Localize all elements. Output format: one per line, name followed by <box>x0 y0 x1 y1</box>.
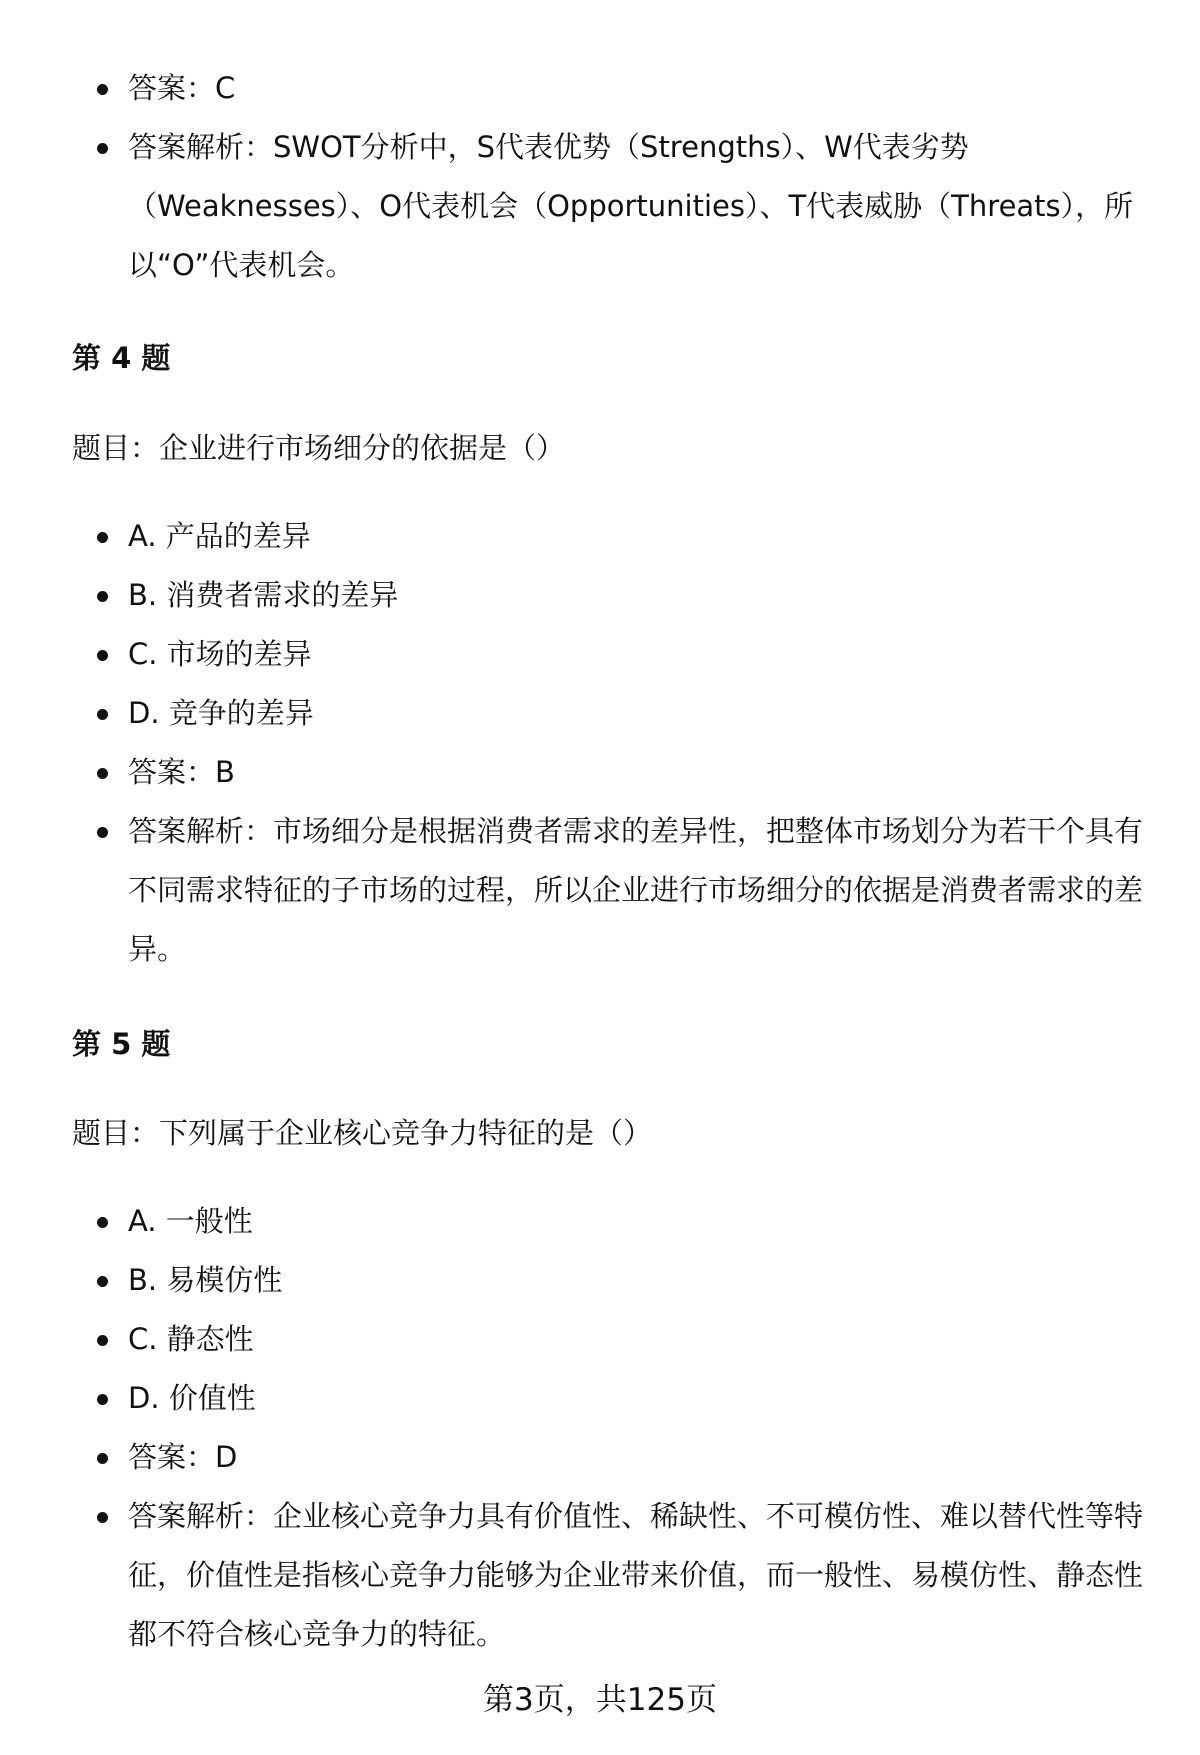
option-4c: C. 市场的差异 <box>0 625 1200 684</box>
explanation-4: 答案解析：市场细分是根据消费者需求的差异性，把整体市场划分为若干个具有不同需求特征的子市场的过程，所以企业进行市场细分的依据是消费者需求的差异。 <box>0 802 1200 979</box>
question-4-heading: 第 4 题 <box>72 341 171 375</box>
option-5a: A. 一般性 <box>0 1192 1200 1251</box>
question-5-heading: 第 5 题 <box>72 1027 171 1061</box>
option-5c: C. 静态性 <box>0 1310 1200 1369</box>
question-4-text: 题目：企业进行市场细分的依据是（） <box>72 431 566 465</box>
question-4-options <box>0 507 1200 979</box>
option-4b: B. 消费者需求的差异 <box>0 566 1200 625</box>
answer-3: 答案：C <box>0 59 1200 118</box>
answer-5: 答案：D <box>0 1428 1200 1487</box>
option-5d: D. 价值性 <box>0 1369 1200 1428</box>
question-5-text: 题目：下列属于企业核心竞争力特征的是（） <box>72 1116 653 1150</box>
question-5-options <box>0 1192 1200 1664</box>
option-4d: D. 竞争的差异 <box>0 684 1200 743</box>
explanation-3: 答案解析：SWOT分析中，S代表优势（Strengths）、W代表劣势（Weaknesses）、O代表机会（Opportunities）、T代表威胁（Threats），所以“O”代表机会。 <box>0 118 1200 295</box>
option-4a: A. 产品的差异 <box>0 507 1200 566</box>
answer-4: 答案：B <box>0 743 1200 802</box>
question-3-tail <box>0 59 1200 295</box>
page-number: 第3页，共125页 <box>483 1682 717 1718</box>
option-5b: B. 易模仿性 <box>0 1251 1200 1310</box>
explanation-5: 答案解析：企业核心竞争力具有价值性、稀缺性、不可模仿性、难以替代性等特征，价值性是指核心竞争力能够为企业带来价值，而一般性、易模仿性、静态性都不符合核心竞争力的特征。 <box>0 1487 1200 1664</box>
